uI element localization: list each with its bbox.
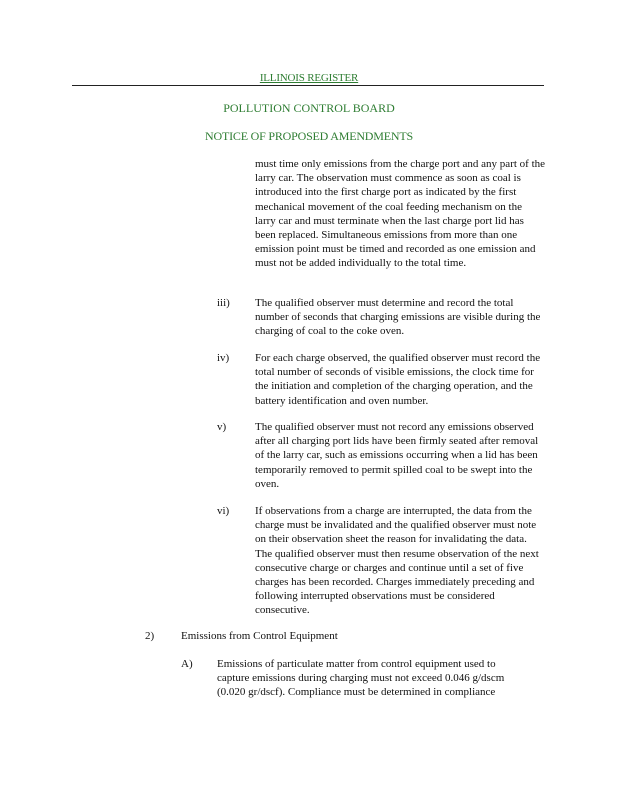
section-2-title: Emissions from Control Equipment [181,630,338,642]
item-text-v: The qualified observer must not record any emissions observed after all charging port lids have been firmly seated after removal of the larry car, such as emissions occurring when a lid has been temporarily removed to permit spilled coal to be swept into the oven. [255,421,539,490]
item-text-iii: The qualified observer must determine and record the total number of seconds that charging emissions are visible during the charging of coal to the coke oven. [255,297,541,338]
item-label-v: v) [217,421,227,433]
section-2-label: 2) [145,630,155,642]
item-text-iv: For each charge observed, the qualified observer must record the total number of seconds of visible emissions, the clock time for the initiation and completion of the charging operation, and the battery identification and oven number. [255,352,541,407]
item-label-iv: iv) [217,352,230,364]
sub-a-text: Emissions of particulate matter from control equipment used to capture emissions during charging must not exceed 0.046 g/dscm (0.020 gr/dscf). Compliance must be determined in compliance [217,658,505,699]
item-label-iii: iii) [217,297,230,309]
register-title [0,72,618,84]
sub-a-label: A) [181,658,193,670]
item-label-vi: vi) [217,505,230,517]
continuation-paragraph: must time only emissions from the charge port and any part of the larry car. The observation must commence as soon as coal is introduced into the first charge port as indicated by the first mechanical movement of the coal feeding mechanism on the larry car and must terminate when the last charge port lid has been replaced. Simultaneous emissions from more than one emission point must be timed and recorded as one emission and must not be added individually to the total time. [255,158,546,270]
board-name: POLLUTION CONTROL BOARD [223,101,395,115]
header-rule [72,85,544,86]
register-title-text: ILLINOIS REGISTER [259,72,359,84]
item-text-vi: If observations from a charge are interrupted, the data from the charge must be invalidated and the qualified observer must note on their observation sheet the reason for invalidating the data. The qualified observer must then resume observation of the next consecutive charge or charges and continue until a set of five charges has been recorded. Charges immediately preceding and following interrupted observations must be considered consecutive. [255,505,539,617]
notice-title: NOTICE OF PROPOSED AMENDMENTS [205,129,413,143]
